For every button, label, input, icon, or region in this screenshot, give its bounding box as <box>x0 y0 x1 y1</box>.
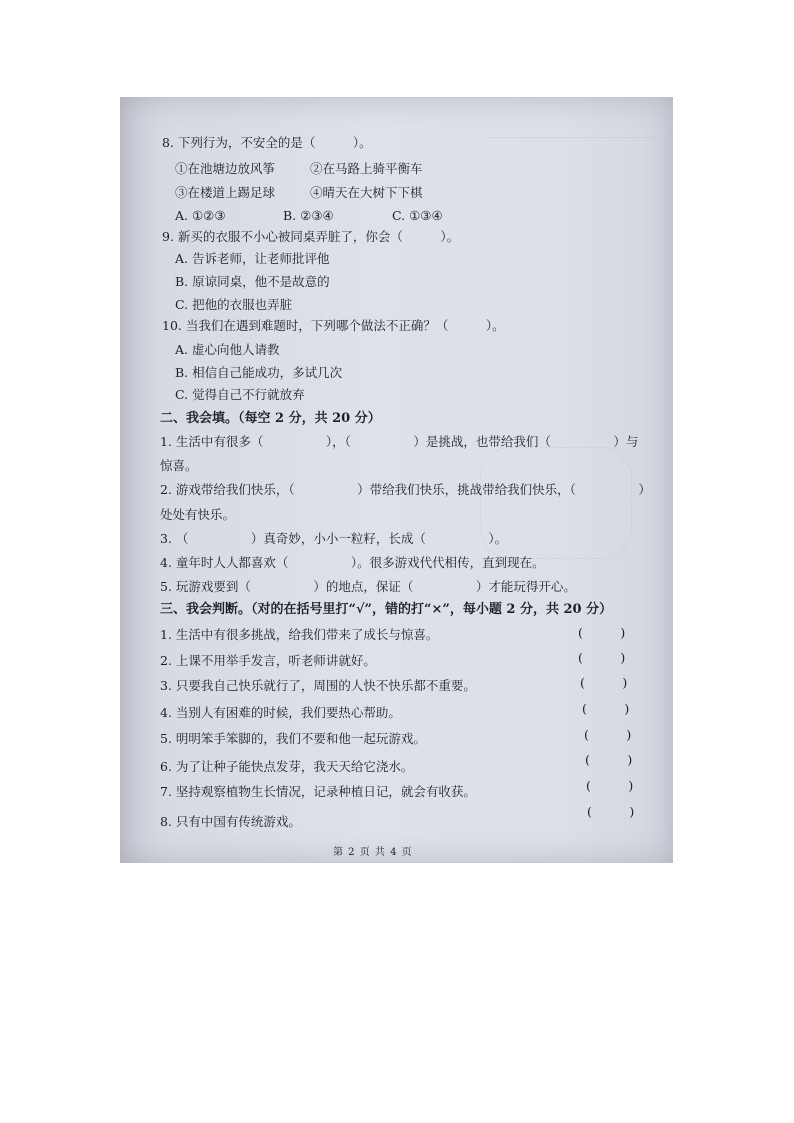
exam-page <box>120 97 673 863</box>
judge-item-8: 8. 只有中国有传统游戏。 <box>160 814 301 829</box>
q10-choice-a: A. 虚心向他人请教 <box>175 342 280 357</box>
judge-section-heading: 三、我会判断。（对的在括号里打“√”，错的打“×”，每小题 2 分，共 20 分） <box>160 602 613 617</box>
q8-option-1: ①在池塘边放风筝 <box>175 161 276 176</box>
judge-answer-paren-7[interactable]: ( ) <box>586 778 634 793</box>
q9-choice-c: C. 把他的衣服也弄脏 <box>175 297 293 312</box>
judge-item-1: 1. 生活中有很多挑战，给我们带来了成长与惊喜。 <box>160 627 439 642</box>
judge-item-5: 5. 明明笨手笨脚的，我们不要和他一起玩游戏。 <box>160 731 426 746</box>
q8-choice-b: B. ②③④ <box>283 208 334 223</box>
judge-item-6: 6. 为了让种子能快点发芽，我天天给它浇水。 <box>160 759 414 774</box>
q8-choice-a: A. ①②③ <box>175 208 226 223</box>
q9-stem: 9. 新买的衣服不小心被同桌弄脏了，你会（ ）。 <box>162 229 460 244</box>
judge-answer-paren-2[interactable]: ( ) <box>578 650 626 665</box>
q10-choice-c: C. 觉得自己不行就放弃 <box>175 387 305 402</box>
q8-stem: 8. 下列行为，不安全的是（ ）。 <box>162 135 372 150</box>
judge-answer-paren-8[interactable]: ( ) <box>587 804 635 819</box>
judge-item-2: 2. 上课不用举手发言，听老师讲就好。 <box>160 653 376 668</box>
fill-q2-line2: 处处有快乐。 <box>160 507 236 522</box>
scanned-exam-photo <box>120 97 673 863</box>
judge-item-3: 3. 只要我自己快乐就行了，周围的人快不快乐都不重要。 <box>160 678 476 693</box>
judge-item-7: 7. 坚持观察植物生长情况，记录种植日记，就会有收获。 <box>160 784 476 799</box>
judge-answer-paren-4[interactable]: ( ) <box>582 701 630 716</box>
judge-answer-paren-6[interactable]: ( ) <box>585 752 633 767</box>
fill-q4: 4. 童年时人人都喜欢（ ）。很多游戏代代相传，直到现在。 <box>160 555 545 570</box>
judge-item-4: 4. 当别人有困难的时候，我们要热心帮助。 <box>160 705 401 720</box>
fill-q3: 3. （ ）真奇妙，小小一粒籽，长成（ ）。 <box>160 531 508 546</box>
judge-answer-paren-5[interactable]: ( ) <box>584 727 632 742</box>
q8-choice-c: C. ①③④ <box>392 208 443 223</box>
page-number-footer: 第 2 页 共 4 页 <box>333 847 413 858</box>
judge-answer-paren-3[interactable]: ( ) <box>580 675 628 690</box>
fill-q1-line1: 1. 生活中有很多（ ），（ ）是挑战，也带给我们（ ）与 <box>160 434 639 449</box>
fill-q2-line1: 2. 游戏带给我们快乐，（ ）带给我们快乐，挑战带给我们快乐，（ ） <box>160 482 651 497</box>
judge-answer-paren-1[interactable]: ( ) <box>578 625 626 640</box>
q9-choice-b: B. 原谅同桌，他不是故意的 <box>175 274 330 289</box>
q9-choice-a: A. 告诉老师，让老师批评他 <box>175 251 330 266</box>
q10-choice-b: B. 相信自己能成功，多试几次 <box>175 365 343 380</box>
fill-q1-line2: 惊喜。 <box>160 458 198 473</box>
q10-stem: 10. 当我们在遇到难题时，下列哪个做法不正确？（ ）。 <box>162 318 505 333</box>
q8-option-2: ②在马路上骑平衡车 <box>310 161 423 176</box>
q8-option-3: ③在楼道上踢足球 <box>175 185 276 200</box>
q8-option-4: ④晴天在大树下下棋 <box>310 185 423 200</box>
fill-q5: 5. 玩游戏要到（ ）的地点，保证（ ）才能玩得开心。 <box>160 579 576 594</box>
fill-section-heading: 二、我会填。（每空 2 分，共 20 分） <box>160 411 381 426</box>
